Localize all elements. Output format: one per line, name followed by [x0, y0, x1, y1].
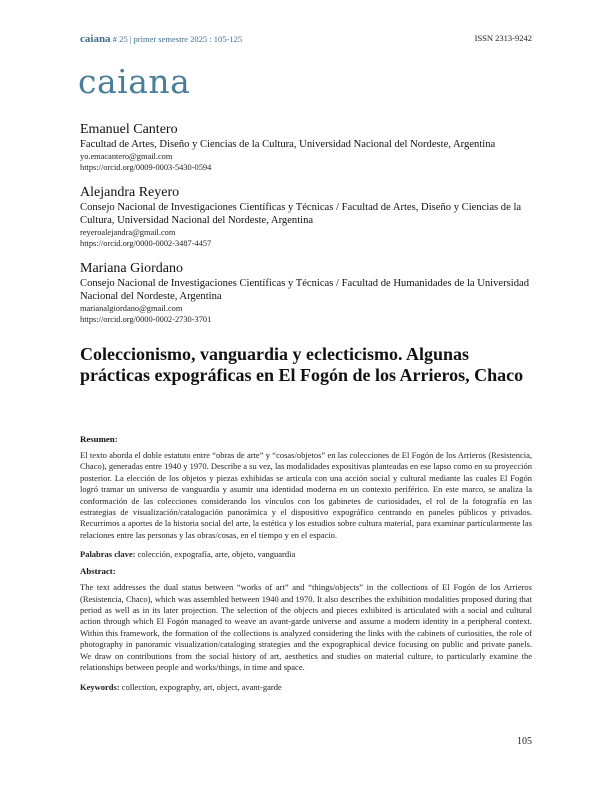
abstract-section — [80, 434, 532, 699]
author-email[interactable]: marianalgiordano@gmail.com — [80, 304, 183, 313]
running-header — [80, 33, 532, 49]
author-orcid-link[interactable]: https://orcid.org/0000-0002-2730-3701 — [80, 315, 212, 324]
header-issue: # 25 | primer semestre 2025 : 105-125 — [112, 34, 243, 44]
author-entry — [80, 261, 532, 325]
palabras-clave-label: Palabras clave: — [80, 549, 136, 560]
header-journal-name: caiana — [80, 33, 111, 45]
author-name: Emanuel Cantero — [80, 122, 178, 137]
palabras-clave — [80, 549, 532, 559]
author-orcid-link[interactable]: https://orcid.org/0000-0002-3487-4457 — [80, 239, 212, 248]
resumen-text: El texto aborda el doble estatuto entre “obras de arte” y “cosas/objetos” en las colecciones de El Fogón de los Arrieros (Resistencia, Chaco), generadas entre 1940 y 1970. Describe a su vez, las modalidades expositivas planteadas en ese lapso como en su proyección posterior. La elección de los objetos y piezas exhibidas se articula con una acción social y cultural mediante las cuales El Fogón logró tramar un universo de vanguardia y asumir una identidad moderna en un contexto periférico. En este marco, se analiza la conformación de las colecciones considerando los vínculos con los gabinetes de curiosidades, el rol de la fotografía en las estrategias de visualización/catalogación panorámica y el dispositivo expográfico centrando en paneles públicos y privados. Recurrimos a aportes de la historia social del arte, la estética y los estudios sobre cultura material, para examinar particularmente las relaciones entre las personas y las obras/cosas, en el tiempo y en el espacio. — [80, 450, 532, 540]
keywords-label: Keywords: — [80, 681, 120, 692]
author-email[interactable]: yo.emacantero@gmail.com — [80, 152, 173, 161]
abstract-text: The text addresses the dual status between “works of art” and “things/objects” in the collections of El Fogón de los Arrieros (Resistencia, Chaco), which was assembled between 1940 and 1970. It also describes the exhibition modalities proposed during that period as well as in its later projection. The selection of the objects and pieces exhibited is articulated with a social and cultural action through which El Fogón managed to weave an avant-garde universe and assume a modern identity in a peripheral context. Within this framework, the formation of the collections is analyzed considering the links with the cabinets of curiosities, the role of photography in panoramic visualization/cataloging strategies and the expographical device focusing on public and private panels. We draw on contributions from the social history of art, aesthetics and studies on material culture, to particularly examine the relationships between people and works/things, in time and space. — [80, 582, 532, 673]
author-list — [80, 122, 532, 337]
abstract-heading: Abstract: — [80, 566, 116, 577]
author-entry — [80, 122, 532, 173]
author-affiliation: Facultad de Artes, Diseño y Ciencias de la Cultura, Universidad Nacional del Nordeste, Argentina — [80, 139, 496, 150]
keywords — [80, 682, 532, 692]
author-name: Alejandra Reyero — [80, 185, 180, 200]
author-affiliation: Consejo Nacional de Investigaciones Científicas y Técnicas / Facultad de Artes, Diseño y Ciencias de la Cultura, Universidad Nacional del Nordeste, Argentina — [80, 202, 522, 226]
journal-logo: caiana — [78, 62, 191, 101]
article-title: Coleccionismo, vanguardia y eclecticismo. Algunas prácticas expográficas en El Fogón de los Arrieros, Chaco — [80, 344, 524, 385]
author-name: Mariana Giordano — [80, 261, 184, 276]
author-orcid-link[interactable]: https://orcid.org/0009-0003-5430-0594 — [80, 163, 212, 172]
header-issn: ISSN 2313-9242 — [474, 33, 532, 43]
author-affiliation: Consejo Nacional de Investigaciones Científicas y Técnicas / Facultad de Humanidades de la Universidad Nacional del Nordeste, Argentina — [80, 278, 530, 302]
author-entry — [80, 185, 532, 249]
resumen-heading: Resumen: — [80, 434, 118, 444]
keywords-values: collection, expography, art, object, avant-garde — [121, 681, 282, 692]
palabras-clave-values: colección, expografía, arte, objeto, vanguardia — [137, 549, 296, 560]
journal-issue-info — [80, 33, 242, 45]
page-number: 105 — [517, 736, 532, 747]
author-email[interactable]: reyeroalejandra@gmail.com — [80, 228, 176, 237]
